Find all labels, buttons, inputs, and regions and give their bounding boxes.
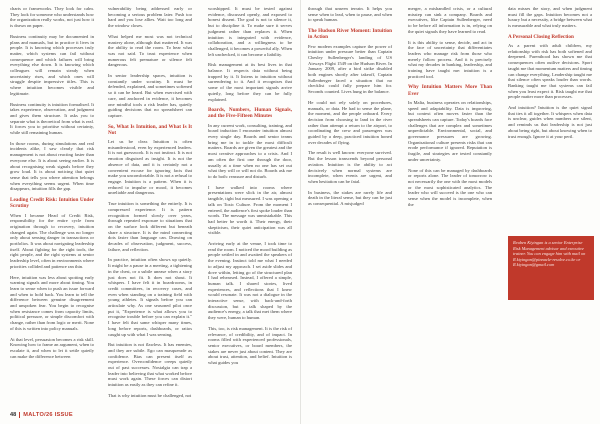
body-paragraph: Let us be clear. Intuition is often misunderstood, even by experienced leaders. It is not guesswork. It is not instinct. It is not emotion disguised as insight. It is not the absence of data, and it is certainly not a convenient excuse for ignoring facts that make you uncomfortable. It is not a refusal to engage. Intuition is a pattern. When it is reduced to impulse or mood, it becomes unreliable and dangerous. [108, 139, 192, 196]
column-2 [108, 6, 192, 404]
section-heading: A Personal Closing Reflection [508, 33, 574, 40]
page-gutter [300, 0, 301, 424]
footer-divider [19, 412, 20, 418]
body-paragraph: And intuition? Intuition is the quiet signal that ties it all together. It whispers when data is unclear, guides when numbers are silent, and reminds us that leadership is not just about being right, but about knowing when to trust enough. Ignore it at your peril. [508, 105, 592, 139]
body-paragraph: But intuition is not flawless. It has enemies, and they are subtle. Ego can masquerade as confidence. Bias can present itself as experience. Overconfidence creeps quietly out of past successes. Nostalgia can trap a leader into believing that what worked before must work again. These forces can distort intuition as easily as they can refine it. [108, 342, 192, 388]
body-paragraph: Few modern examples capture the power of intuition under pressure better than Captain Chesley Sullenberger's landing of US Airways Flight 1549 on the Hudson River. In January 2009, after a bird strike disabled both engines shortly after takeoff, Captain Sullenberger faced a situation that no checklist could fully prepare him for. Seconds counted. Lives hung in the balance. [308, 43, 392, 95]
section-heading: The Hudson River Moment: Intuition in Action [308, 28, 392, 41]
page-footer [10, 410, 73, 420]
body-paragraph: In Malta, business operates on relationships, speed and adaptability. Data is improving, but context often moves faster than the spreadsheets can capture. Today's boards face challenges that are complex and sometimes unpredictable. Environmental, social, and governance pressures are growing. Organisational culture presents risks that can erode performance if ignored. Reputation is fragile, and strategies are tested constantly under uncertainty. [408, 99, 492, 162]
body-paragraph: It is this ability to sense, decide, and act in the face of uncertainty that differentiates leaders who manage risk from those who merely follow process. And it is precisely what my decades in banking, leadership, and training have taught me: intuition is a practiced tool. [408, 39, 492, 79]
body-paragraph: In practice, intuition often shows up quietly. It might be a pause in a meeting, a tightening in the chest, or a subtle unease when a story just does not fit. It does not shout. It whispers. I have felt it in boardrooms, in credit committees, in recovery cases, and even when standing on a training field with young athletes. It signals before you can articulate why. As one seasoned pilot once put it, "Experience is what allows you to recognise trouble before you can explain it." I have felt that same whisper many times, long before reports, dashboards, or ratios caught up with what I was sensing. [108, 257, 192, 337]
column-1 [10, 6, 94, 364]
author-bio-box: Reuben Kiyingan is a senior Enterprise Risk Management advisor and executive trainer. You can engage him with mail on R.kiyingan@pinnacle-resolve.co.ke or R.kiyingan@gmail.com [508, 236, 594, 300]
body-paragraph: vulnerability being addressed early or becoming a serious problem later. Push too hard and you lose allies. Wait too long and the window closes. [108, 6, 192, 29]
body-paragraph: Business continuity may be documented in plans and manuals, but in practice it lives in people. It is knowing which processes truly matter, which systems can fail without consequence and which failures will bring everything else down. It is knowing which colleagues will remain steady when uncertainty rises, and which ones will struggle despite impressive titles. This is where intuition becomes visible and legitimate. [10, 33, 94, 96]
body-paragraph: Arriving early at the venue, I took time to read the room. I noticed the mood building as people settled in and awaited the speakers of the evening. Instinct told me what I needed to adjust my approach. I set aside slides and dove within, letting go of the structured plan I had rehearsed. Instead, I offered a simple, human talk. I shared stories, lived experiences, and reflections that I knew would resonate. It was not a dialogue in the interactive sense, with back-and-forth discussion, but a talk shaped by the audience's energy, a talk that met them where they were, human to human. [208, 241, 292, 321]
body-paragraph: In senior leadership spaces, intuition is constantly under scrutiny. It must be defended, explained, and sometimes softened so it can be heard. But when exercised with care, and anchored in evidence, it becomes one mindful tools a risk leader has, quietly guiding decisions that no spreadsheet can capture. [108, 73, 192, 118]
body-paragraph: What helped me most was not technical mastery alone, although that mattered. It was the ability to read the room. To hear what was not said. To trust experience when numerous felt premature or silence felt dangerous. [108, 33, 192, 68]
body-paragraph: Here, intuition was less about spotting early warning signals and more about timing. You learn to sense when to push an issue forward and when to hold back. You learn to tell the difference between genuine disagreement and unspoken fear. You begin to recognise when resistance comes from capacity limits, political pressure, or simple discomfort with change, rather than from logic or merit. None of this is written into policy manuals. [10, 274, 94, 331]
section-heading: So, What Is Intuition, and What Is It Not [108, 123, 192, 136]
body-paragraph: Business continuity is intuition formalised. It takes experience, observation, and judgment and gives them structure. It asks you to separate what is theoretical from what is real. It forces you to prioritise without certainty, while still remaining human. [10, 101, 94, 136]
body-paragraph: In any current work, consulting, training, and board induction I encounter intuition almost every single day. Boards and senior teams bring me in to tackle the most difficult matters. Boards are given the greatest and the most creative approaches to a crisis. And I am often the first one through the door, usually at a time when no one has set out what they will or will not do. Boards ask me to do both: reassure and disturb. [208, 122, 292, 179]
body-paragraph: data misses the story, and when judgment must fill the gaps. Intuition becomes not a luxury but a necessity, a bridge between what is measurable and what truly matters. [508, 6, 592, 29]
section-heading: Leading Credit Risk: Intuition Under Scrutiny [10, 197, 94, 210]
magazine-issue: MALTO/26 ISSUE [23, 412, 73, 418]
body-paragraph: True intuition is something the entirely. It is compressed experience. It is pattern recognition formed slowly over years, through repeated exposure to situations that on the surface look different but beneath share a structure. It is the mind connecting dots faster than language can. Drawing on decades of observation, judgment, success, failure, and reflection. [108, 201, 192, 252]
body-paragraph: That is why intuition must be challenged, not [108, 392, 192, 398]
section-heading: Boards, Numbers, Human Signals, and the Five-Fifteen Minutes [208, 107, 292, 120]
body-paragraph: In business, the stakes are rarely life and death in the literal sense, but they can be just as consequential. A misjudged [308, 189, 392, 207]
body-paragraph: Risk management at its best lives in that balance. It respects data without being trapped by it. It listens to intuition without surrendering to it. And it recognises that some of the most important signals arrive quietly, long before they can be fully explained. [208, 62, 292, 102]
page-number: 48 [10, 412, 17, 418]
column-3 [208, 6, 292, 371]
column-4 [308, 6, 392, 212]
body-paragraph: In those rooms, during simulations and real incidents alike, I saw clearly that risk management is not about reacting faster than everyone else. It is about seeing earlier. It is about recognising weak signals before they grow loud. It is about noticing that quiet sense that tells you where attention belongs when everything seems urgent. When time disappears, intuition fills the gap. [10, 140, 94, 192]
body-paragraph: As a parent with adult children, my relationship with risk has both softened and deepened. Parenthood has shown me that consequences often outlive decisions. Sport taught me that momentum matters and timing can change everything. Leadership taught me that silence often speaks louder than words. Banking taught me that systems can fail when you least expect it. Risk taught me that people matter more than processes. [508, 43, 592, 100]
body-paragraph: This, too, is risk management. It is the risk of relevance, of credibility, and of impact. In rooms filled with experienced professionals, senior executives, or board members, the stakes are never just about content. They are about trust, attention, and belief. Intuition is what guides you [208, 325, 292, 366]
column-6 [508, 6, 592, 144]
body-paragraph: He could not rely solely on procedures, manuals, or data. He had to sense the plane, the moment, and the people onboard. Every decision from choosing to land in the river rather than attempt a return to the airport, to coordinating the crew and passengers was guided by a deep, practiced intuition honed over decades of flying. [308, 99, 392, 145]
body-paragraph: The result is well known: everyone survived. But the lesson transcends beyond personal aviation. Intuition is the ability to act decisively when normal systems are incomplete, when events are urgent, and when hesitation can be fatal. [308, 150, 392, 184]
body-paragraph: through that unseen terrain. It helps you sense when to lead, when to pause, and when to speak human. [308, 6, 392, 23]
section-heading: Why Intuition Matters More Than Ever [408, 84, 492, 97]
body-paragraph: When I became Head of Credit Risk, responsibility for the entire cycle from origination through to recovery, intuition changed again. The challenge was no longer only about sensing danger in transactions or portfolios. It was about navigating leadership itself. About fighting for the right tools, the right people, and the right systems at senior leadership level, often in environments where priorities collided and patience ran thin. [10, 212, 94, 269]
body-paragraph: At that level, persuasion becomes a risk skill. Knowing how to frame an argument, when to escalate it, and when to let it settle quietly can make the difference between [10, 336, 94, 359]
body-paragraph: merger, a mishandled crisis, or a cultural misstep can sink a company. Boards and executives, like Captain Sullenberger, need to be before all information is in, relying on the quiet signals they have learned to read. [408, 6, 492, 34]
body-paragraph: None of this can be managed by dashboards or reports alone. The leader of tomorrow is not necessarily the one with the most models or the most sophisticated analytics. The leader who will succeed is the one who can sense when the model is incomplete, when the [408, 167, 492, 207]
body-paragraph: worshipped. It must be tested against evidence, discussed openly, and exposed to honest dissent. The goal is not to silence it, but to discipline it. To make sure it serves judgment rather than replaces it. When intuition is integrated with evidence, collaboration, and a willingness to be challenged, it becomes a powerful ally. When left unchecked, it can become a liability. [208, 6, 292, 57]
column-5 [408, 6, 492, 213]
body-paragraph: charts or frameworks. They look for calm. They look for someone who understands how the organization really works, not just how it is drawn on paper. [10, 6, 94, 29]
body-paragraph: I have walked into rooms where presentations were slick in the air, almost tangible, tight but measured. I was opening a talk on Toxic Culture. From the moment I entered, the audience's first spoke louder than words. The message was unmistakable. This had better be worth it. Their energy, their skepticism, their quiet anticipation was all visible. [208, 184, 292, 236]
